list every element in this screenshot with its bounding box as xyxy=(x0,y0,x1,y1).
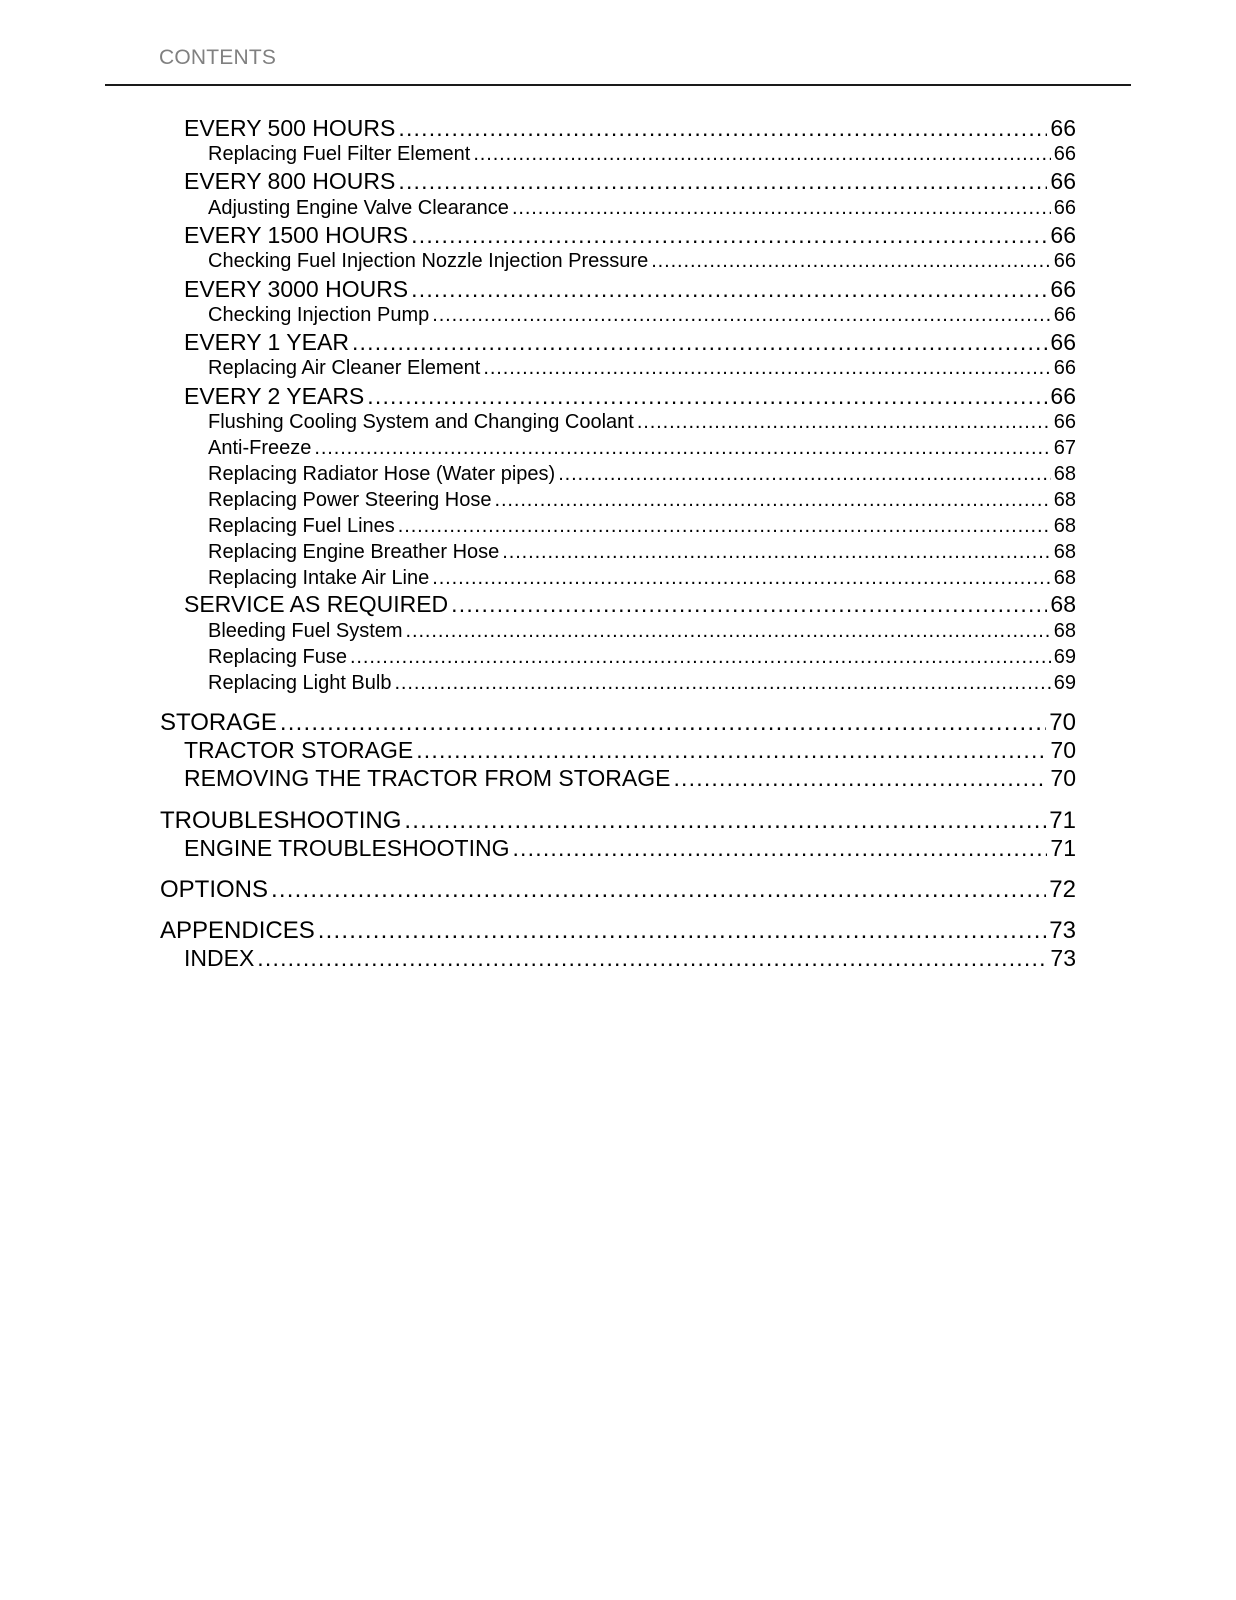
dot-leader xyxy=(558,463,1051,486)
dot-leader xyxy=(350,646,1051,669)
toc-entry[interactable] xyxy=(208,437,1076,460)
toc-entry[interactable] xyxy=(184,329,1076,356)
toc-entry[interactable] xyxy=(208,489,1076,512)
toc-entry[interactable] xyxy=(208,250,1076,273)
toc-entry-title: Replacing Light Bulb xyxy=(208,672,392,694)
toc-entry[interactable] xyxy=(208,463,1076,486)
dot-leader xyxy=(673,765,1047,792)
toc-entry-title: EVERY 1 YEAR xyxy=(184,329,349,355)
toc-entry[interactable] xyxy=(208,357,1076,380)
toc-entry-page: 68 xyxy=(1053,463,1076,485)
dot-leader xyxy=(314,437,1050,460)
toc-entry-page: 67 xyxy=(1053,437,1076,459)
dot-leader xyxy=(367,383,1047,410)
toc-entry[interactable] xyxy=(184,276,1076,303)
dot-leader xyxy=(473,143,1050,166)
dot-leader xyxy=(394,672,1050,695)
toc-entry-page: 70 xyxy=(1050,765,1076,791)
dot-leader xyxy=(352,329,1047,356)
dot-leader xyxy=(280,709,1046,737)
toc-entry-title: EVERY 800 HOURS xyxy=(184,168,396,194)
toc-entry-page: 69 xyxy=(1053,672,1076,694)
toc-entry[interactable] xyxy=(184,591,1076,618)
dot-leader xyxy=(432,567,1051,590)
toc-entry-title: SERVICE AS REQUIRED xyxy=(184,591,449,617)
toc-entry-title: TROUBLESHOOTING xyxy=(160,807,402,834)
dot-leader xyxy=(406,620,1051,643)
toc-entry-title: STORAGE xyxy=(160,709,277,736)
dot-leader xyxy=(398,115,1047,142)
dot-leader xyxy=(512,197,1051,220)
toc-entry-title: Checking Fuel Injection Nozzle Injection Pressure xyxy=(208,250,649,272)
toc-entry-page: 70 xyxy=(1049,709,1076,736)
toc-entry-title: APPENDICES xyxy=(160,917,315,944)
toc-entry-page: 66 xyxy=(1050,115,1076,141)
header-divider xyxy=(105,84,1131,86)
toc-entry-title: Flushing Cooling System and Changing Coolant xyxy=(208,411,634,433)
toc-entry-page: 66 xyxy=(1053,304,1076,326)
toc-entry-page: 73 xyxy=(1050,945,1076,971)
dot-leader xyxy=(271,876,1046,904)
toc-entry-title: INDEX xyxy=(184,945,255,971)
dot-leader xyxy=(495,489,1051,512)
toc-entry[interactable] xyxy=(184,765,1076,792)
toc-entry[interactable] xyxy=(184,115,1076,142)
dot-leader xyxy=(651,250,1051,273)
toc-entry[interactable] xyxy=(208,541,1076,564)
dot-leader xyxy=(512,835,1047,862)
dot-leader xyxy=(257,945,1047,972)
toc-entry-page: 68 xyxy=(1050,591,1076,617)
toc-entry-page: 73 xyxy=(1049,917,1076,944)
toc-entry[interactable] xyxy=(160,876,1076,904)
toc-entry-title: Replacing Fuse xyxy=(208,646,347,668)
toc-entry[interactable] xyxy=(184,222,1076,249)
toc-entry[interactable] xyxy=(208,304,1076,327)
toc-entry-title: Replacing Fuel Filter Element xyxy=(208,143,471,165)
toc-entry-page: 66 xyxy=(1050,168,1076,194)
dot-leader xyxy=(483,357,1050,380)
dot-leader xyxy=(637,411,1051,434)
toc-entry-page: 68 xyxy=(1053,620,1076,642)
toc-entry-page: 69 xyxy=(1053,646,1076,668)
toc-entry-page: 66 xyxy=(1053,411,1076,433)
page-header-title: CONTENTS xyxy=(159,46,277,69)
toc-entry-title: ENGINE TROUBLESHOOTING xyxy=(184,835,510,861)
dot-leader xyxy=(451,591,1047,618)
toc-entry-title: TRACTOR STORAGE xyxy=(184,737,414,763)
toc-entry[interactable] xyxy=(208,515,1076,538)
toc-entry-page: 66 xyxy=(1053,197,1076,219)
dot-leader xyxy=(502,541,1050,564)
toc-entry-page: 68 xyxy=(1053,515,1076,537)
toc-entry[interactable] xyxy=(208,411,1076,434)
toc-entry-title: Anti-Freeze xyxy=(208,437,312,459)
toc-entry-title: Replacing Air Cleaner Element xyxy=(208,357,481,379)
toc-entry-title: Replacing Radiator Hose (Water pipes) xyxy=(208,463,556,485)
toc-entry-title: Replacing Engine Breather Hose xyxy=(208,541,500,563)
toc-entry-page: 70 xyxy=(1050,737,1076,763)
toc-entry[interactable] xyxy=(184,168,1076,195)
toc-entry-page: 66 xyxy=(1050,329,1076,355)
toc-entry[interactable] xyxy=(208,672,1076,695)
toc-entry[interactable] xyxy=(160,709,1076,737)
toc-entry[interactable] xyxy=(208,197,1076,220)
toc-entry[interactable] xyxy=(160,917,1076,945)
toc-entry-page: 66 xyxy=(1053,143,1076,165)
toc-entry[interactable] xyxy=(208,143,1076,166)
toc-entry-page: 66 xyxy=(1050,222,1076,248)
toc-entry[interactable] xyxy=(208,646,1076,669)
toc-entry-title: Adjusting Engine Valve Clearance xyxy=(208,197,509,219)
toc-entry-title: EVERY 2 YEARS xyxy=(184,383,365,409)
dot-leader xyxy=(398,515,1051,538)
toc-entry-title: Replacing Fuel Lines xyxy=(208,515,395,537)
dot-leader xyxy=(411,222,1047,249)
toc-entry-page: 66 xyxy=(1053,250,1076,272)
toc-entry-title: Checking Injection Pump xyxy=(208,304,430,326)
toc-entry-title: Replacing Intake Air Line xyxy=(208,567,430,589)
toc-entry[interactable] xyxy=(184,945,1076,972)
toc-entry-title: OPTIONS xyxy=(160,876,269,903)
toc-entry-title: Bleeding Fuel System xyxy=(208,620,403,642)
toc-entry[interactable] xyxy=(184,383,1076,410)
toc-entry[interactable] xyxy=(184,737,1076,764)
toc-entry-page: 71 xyxy=(1049,807,1076,834)
dot-leader xyxy=(416,737,1047,764)
toc-entry-page: 66 xyxy=(1050,276,1076,302)
dot-leader xyxy=(411,276,1047,303)
toc-entry-page: 68 xyxy=(1053,489,1076,511)
dot-leader xyxy=(432,304,1051,327)
toc-entry-page: 72 xyxy=(1049,876,1076,903)
toc-entry[interactable] xyxy=(160,807,1076,835)
toc-entry-page: 71 xyxy=(1050,835,1076,861)
dot-leader xyxy=(398,168,1047,195)
toc-entry-page: 68 xyxy=(1053,567,1076,589)
toc-entry[interactable] xyxy=(208,620,1076,643)
dot-leader xyxy=(318,917,1047,945)
toc-entry-title: REMOVING THE TRACTOR FROM STORAGE xyxy=(184,765,671,791)
toc-entry-title: EVERY 3000 HOURS xyxy=(184,276,409,302)
toc-entry-title: EVERY 1500 HOURS xyxy=(184,222,409,248)
toc-entry[interactable] xyxy=(208,567,1076,590)
dot-leader xyxy=(404,807,1046,835)
toc-entry-page: 68 xyxy=(1053,541,1076,563)
toc-entry-page: 66 xyxy=(1053,357,1076,379)
toc-entry-title: EVERY 500 HOURS xyxy=(184,115,396,141)
toc-entry[interactable] xyxy=(184,835,1076,862)
toc-entry-title: Replacing Power Steering Hose xyxy=(208,489,492,511)
toc-entry-page: 66 xyxy=(1050,383,1076,409)
